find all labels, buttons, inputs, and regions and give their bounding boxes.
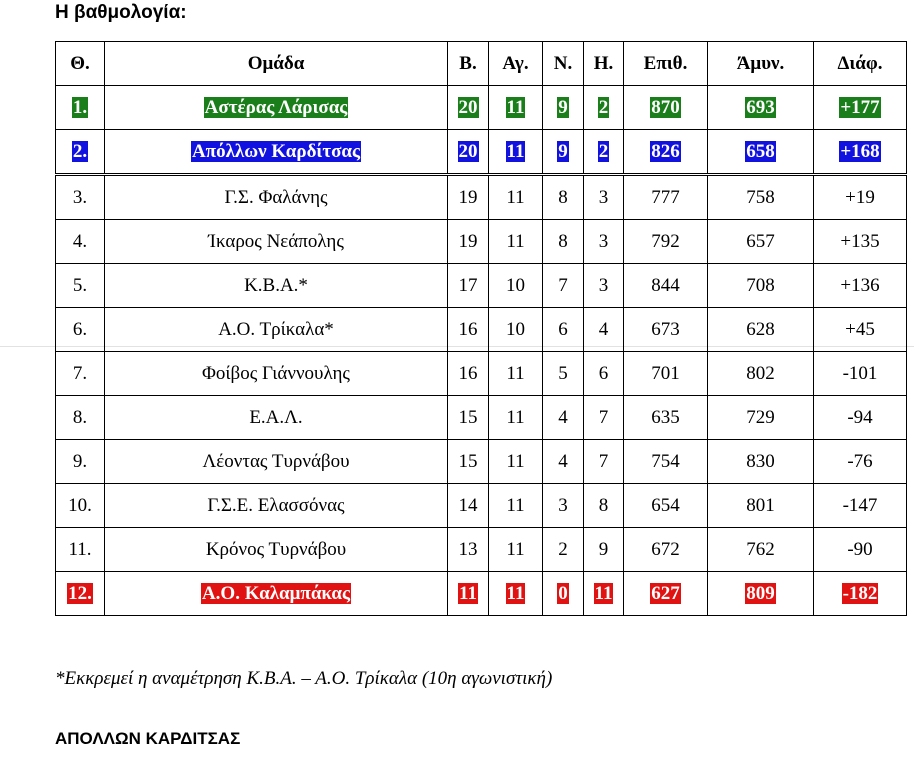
table-header-row bbox=[56, 42, 907, 86]
highlighted-text: 826 bbox=[651, 140, 680, 162]
cell-position: 6. bbox=[56, 308, 105, 352]
cell-games: 10 bbox=[489, 264, 543, 308]
cell-losses bbox=[584, 572, 624, 616]
cell-team: Κρόνος Τυρνάβου bbox=[105, 528, 448, 572]
cell-games bbox=[489, 86, 543, 130]
highlighted-text: 11 bbox=[459, 582, 477, 604]
highlighted-text: Αστέρας Λάρισας bbox=[204, 96, 348, 118]
table-row bbox=[56, 528, 907, 572]
cell-points-for bbox=[624, 572, 708, 616]
table-row bbox=[56, 572, 907, 616]
cell-wins bbox=[543, 86, 584, 130]
highlighted-text: 870 bbox=[651, 96, 680, 118]
cell-games: 11 bbox=[489, 484, 543, 528]
cell-difference bbox=[814, 572, 907, 616]
standings-table bbox=[55, 41, 907, 616]
cell-points: 14 bbox=[448, 484, 489, 528]
cell-difference: +135 bbox=[814, 220, 907, 264]
cell-position bbox=[56, 86, 105, 130]
cell-points bbox=[448, 572, 489, 616]
cell-difference: -101 bbox=[814, 352, 907, 396]
cell-difference: +45 bbox=[814, 308, 907, 352]
cell-losses: 7 bbox=[584, 396, 624, 440]
cell-losses: 6 bbox=[584, 352, 624, 396]
cell-points-for: 654 bbox=[624, 484, 708, 528]
table-row bbox=[56, 440, 907, 484]
header-points-for: Επιθ. bbox=[624, 42, 708, 86]
cell-losses bbox=[584, 86, 624, 130]
cell-games: 11 bbox=[489, 175, 543, 220]
cell-difference bbox=[814, 130, 907, 175]
cell-points-against: 830 bbox=[708, 440, 814, 484]
header-points-against: Άμυν. bbox=[708, 42, 814, 86]
cell-points-against: 802 bbox=[708, 352, 814, 396]
cell-team: Α.Ο. Τρίκαλα* bbox=[105, 308, 448, 352]
highlighted-text: 12. bbox=[68, 582, 92, 604]
cell-points-against: 762 bbox=[708, 528, 814, 572]
cell-games bbox=[489, 572, 543, 616]
cell-points: 19 bbox=[448, 175, 489, 220]
table-row bbox=[56, 264, 907, 308]
highlighted-text: 627 bbox=[651, 582, 680, 604]
cell-points-for: 635 bbox=[624, 396, 708, 440]
cell-wins bbox=[543, 130, 584, 175]
cell-losses: 3 bbox=[584, 220, 624, 264]
cell-points-for: 754 bbox=[624, 440, 708, 484]
highlighted-text: 693 bbox=[746, 96, 775, 118]
cell-points-for bbox=[624, 130, 708, 175]
cell-position: 4. bbox=[56, 220, 105, 264]
cell-points: 13 bbox=[448, 528, 489, 572]
highlighted-text: 11 bbox=[506, 582, 525, 604]
cell-position: 11. bbox=[56, 528, 105, 572]
cell-difference: -147 bbox=[814, 484, 907, 528]
highlighted-text: 20 bbox=[458, 140, 478, 162]
cell-wins: 2 bbox=[543, 528, 584, 572]
highlighted-text: Απόλλων Καρδίτσας bbox=[191, 140, 361, 162]
header-wins: Ν. bbox=[543, 42, 584, 86]
header-team: Ομάδα bbox=[105, 42, 448, 86]
cell-position: 8. bbox=[56, 396, 105, 440]
header-points: Β. bbox=[448, 42, 489, 86]
table-row bbox=[56, 396, 907, 440]
cell-difference: +136 bbox=[814, 264, 907, 308]
highlighted-text: 11 bbox=[594, 582, 613, 604]
cell-points bbox=[448, 86, 489, 130]
cell-difference: +19 bbox=[814, 175, 907, 220]
cell-points: 19 bbox=[448, 220, 489, 264]
cell-wins: 6 bbox=[543, 308, 584, 352]
section-heading: ΑΠΟΛΛΩΝ ΚΑΡΔΙΤΣΑΣ bbox=[55, 729, 241, 748]
highlighted-text: +168 bbox=[840, 140, 880, 162]
cell-wins: 5 bbox=[543, 352, 584, 396]
cell-games: 11 bbox=[489, 220, 543, 264]
cell-games: 11 bbox=[489, 396, 543, 440]
cell-points-for bbox=[624, 86, 708, 130]
cell-games: 11 bbox=[489, 440, 543, 484]
table-row bbox=[56, 175, 907, 220]
cell-points: 16 bbox=[448, 308, 489, 352]
cell-position: 5. bbox=[56, 264, 105, 308]
cell-team bbox=[105, 572, 448, 616]
header-difference: Διάφ. bbox=[814, 42, 907, 86]
cell-points-for: 844 bbox=[624, 264, 708, 308]
cell-position bbox=[56, 572, 105, 616]
highlighted-text: +177 bbox=[840, 96, 880, 118]
cell-team: Ε.Α.Λ. bbox=[105, 396, 448, 440]
cell-losses: 8 bbox=[584, 484, 624, 528]
cell-difference bbox=[814, 86, 907, 130]
cell-games: 10 bbox=[489, 308, 543, 352]
cell-points-for: 777 bbox=[624, 175, 708, 220]
highlighted-text: 9 bbox=[558, 96, 568, 118]
cell-points-for: 701 bbox=[624, 352, 708, 396]
cell-games: 11 bbox=[489, 352, 543, 396]
cell-losses: 3 bbox=[584, 175, 624, 220]
cell-position: 3. bbox=[56, 175, 105, 220]
highlighted-text: 9 bbox=[558, 140, 568, 162]
cell-losses bbox=[584, 130, 624, 175]
cell-points-against bbox=[708, 130, 814, 175]
cell-points: 15 bbox=[448, 396, 489, 440]
table-row bbox=[56, 130, 907, 175]
cell-losses: 4 bbox=[584, 308, 624, 352]
cell-points-against bbox=[708, 572, 814, 616]
cell-position: 9. bbox=[56, 440, 105, 484]
cell-team: Ίκαρος Νεάπολης bbox=[105, 220, 448, 264]
cell-position: 7. bbox=[56, 352, 105, 396]
cell-difference: -94 bbox=[814, 396, 907, 440]
cell-points-against: 657 bbox=[708, 220, 814, 264]
header-position: Θ. bbox=[56, 42, 105, 86]
cell-wins: 4 bbox=[543, 440, 584, 484]
table-row bbox=[56, 86, 907, 130]
cell-wins bbox=[543, 572, 584, 616]
header-games: Αγ. bbox=[489, 42, 543, 86]
cell-wins: 3 bbox=[543, 484, 584, 528]
cell-position: 10. bbox=[56, 484, 105, 528]
cell-points-against: 758 bbox=[708, 175, 814, 220]
cell-team: Γ.Σ.Ε. Ελασσόνας bbox=[105, 484, 448, 528]
cell-team bbox=[105, 86, 448, 130]
highlighted-text: 1. bbox=[72, 96, 88, 118]
page-title: Η βαθμολογία: bbox=[55, 2, 187, 23]
cell-team: Γ.Σ. Φαλάνης bbox=[105, 175, 448, 220]
cell-points-against: 628 bbox=[708, 308, 814, 352]
highlighted-text: Α.Ο. Καλαμπάκας bbox=[201, 582, 351, 604]
cell-points-against bbox=[708, 86, 814, 130]
highlighted-text: 20 bbox=[458, 96, 478, 118]
cell-team: Λέοντας Τυρνάβου bbox=[105, 440, 448, 484]
cell-points-against: 708 bbox=[708, 264, 814, 308]
table-row bbox=[56, 352, 907, 396]
highlighted-text: 11 bbox=[506, 96, 525, 118]
cell-points-against: 729 bbox=[708, 396, 814, 440]
highlighted-text: 0 bbox=[558, 582, 568, 604]
cell-difference: -90 bbox=[814, 528, 907, 572]
highlighted-text: 658 bbox=[746, 140, 775, 162]
cell-points bbox=[448, 130, 489, 175]
cell-team: Φοίβος Γιάννουλης bbox=[105, 352, 448, 396]
cell-position bbox=[56, 130, 105, 175]
cell-points: 16 bbox=[448, 352, 489, 396]
cell-losses: 7 bbox=[584, 440, 624, 484]
header-losses: Η. bbox=[584, 42, 624, 86]
cell-difference: -76 bbox=[814, 440, 907, 484]
cell-team: Κ.Β.Α.* bbox=[105, 264, 448, 308]
highlighted-text: 2. bbox=[72, 140, 88, 162]
table-row bbox=[56, 220, 907, 264]
cell-points-for: 672 bbox=[624, 528, 708, 572]
table-row bbox=[56, 484, 907, 528]
cell-games bbox=[489, 130, 543, 175]
cell-points: 17 bbox=[448, 264, 489, 308]
cell-losses: 3 bbox=[584, 264, 624, 308]
cell-wins: 8 bbox=[543, 220, 584, 264]
cell-points-for: 673 bbox=[624, 308, 708, 352]
cell-losses: 9 bbox=[584, 528, 624, 572]
cell-team bbox=[105, 130, 448, 175]
cell-wins: 4 bbox=[543, 396, 584, 440]
highlighted-text: 11 bbox=[506, 140, 525, 162]
highlighted-text: 2 bbox=[598, 96, 609, 118]
highlighted-text: 809 bbox=[746, 582, 775, 604]
cell-games: 11 bbox=[489, 528, 543, 572]
cell-points: 15 bbox=[448, 440, 489, 484]
table-row bbox=[56, 308, 907, 352]
highlighted-text: -182 bbox=[842, 582, 878, 604]
cell-wins: 7 bbox=[543, 264, 584, 308]
cell-points-for: 792 bbox=[624, 220, 708, 264]
cell-points-against: 801 bbox=[708, 484, 814, 528]
highlighted-text: 2 bbox=[598, 140, 609, 162]
cell-wins: 8 bbox=[543, 175, 584, 220]
footnote: *Εκκρεμεί η αναμέτρηση Κ.Β.Α. – Α.Ο. Τρίκαλα (10η αγωνιστική) bbox=[55, 668, 553, 689]
